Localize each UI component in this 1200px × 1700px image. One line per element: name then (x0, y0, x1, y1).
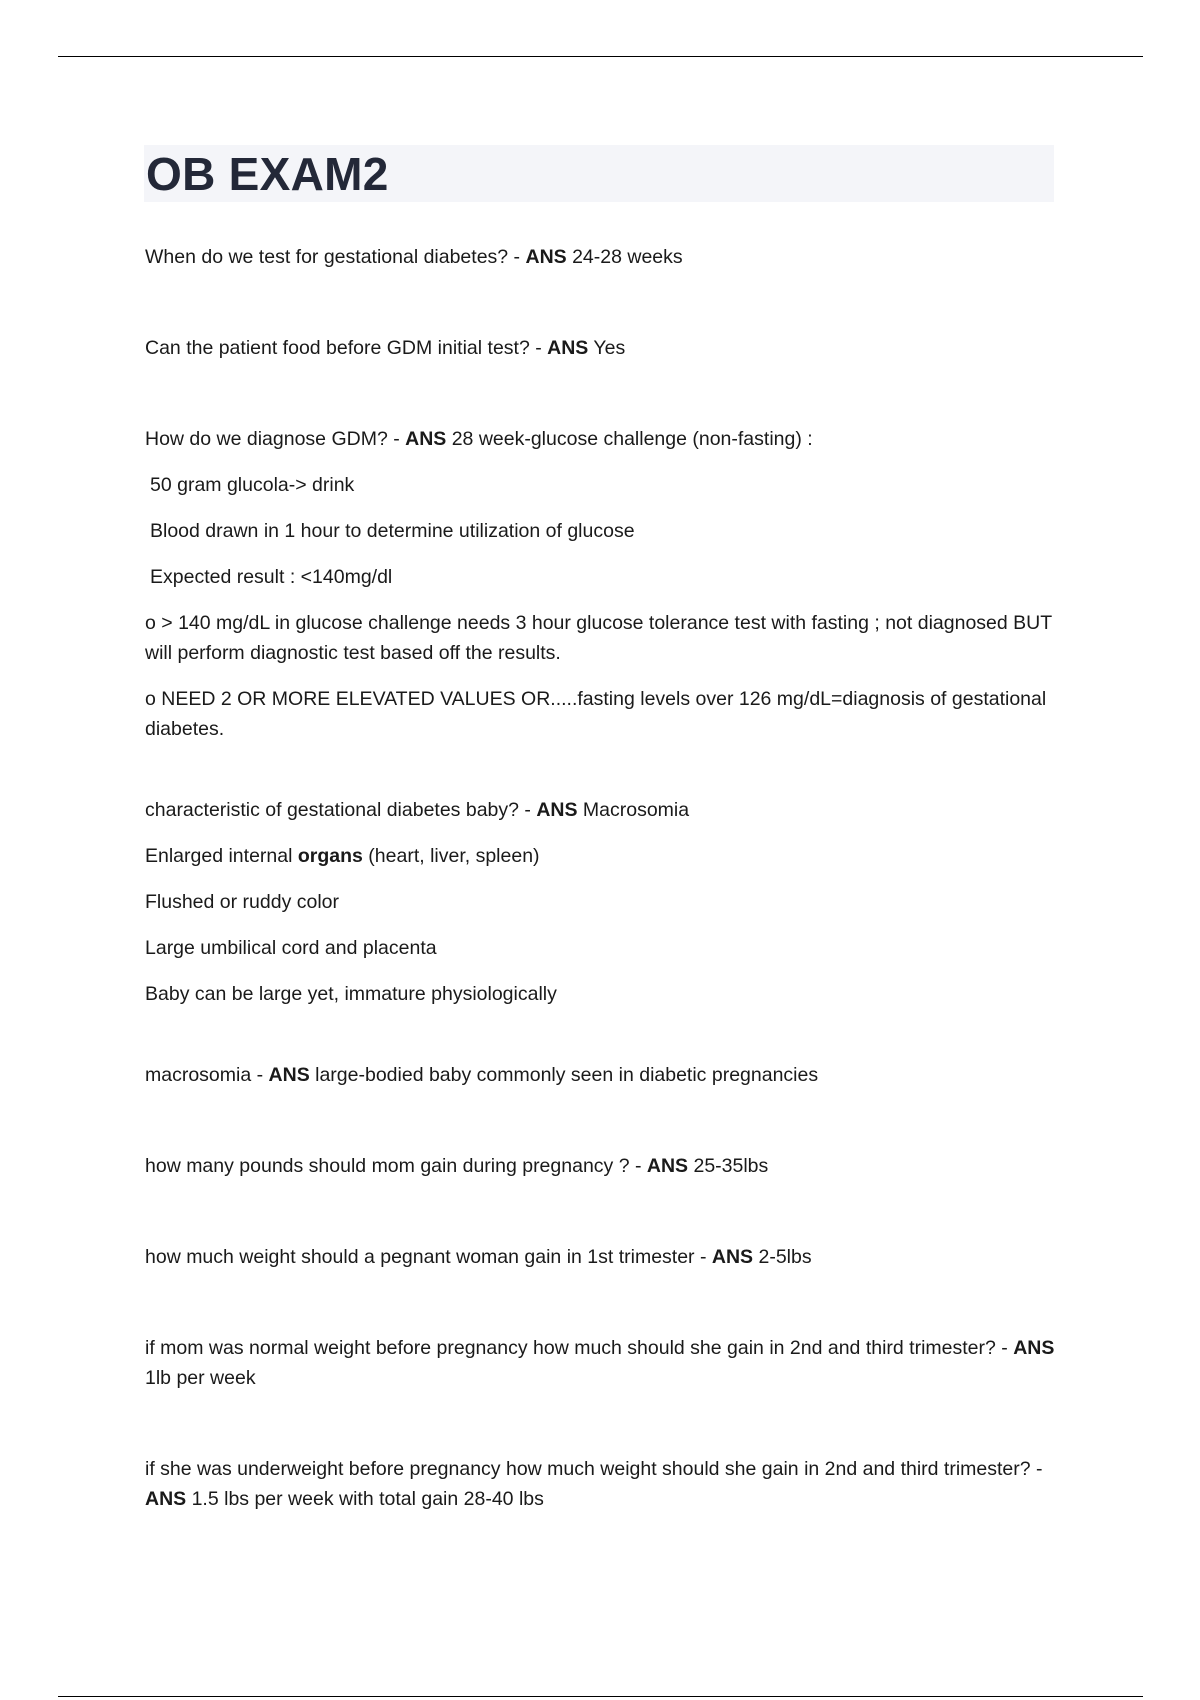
question-text: if mom was normal weight before pregnancy how much should she gain in 2nd and third trimester? - (145, 1337, 1014, 1359)
ans-label: ANS (405, 428, 447, 450)
detail-bold-text: organs (297, 845, 363, 867)
ans-label: ANS (1013, 1337, 1055, 1359)
detail-line: Baby can be large yet, immature physiologically (145, 983, 557, 1005)
answer-text: 1lb per week (145, 1367, 256, 1389)
question-text: How do we diagnose GDM? - (145, 428, 406, 450)
detail-text: Enlarged internal (145, 845, 298, 867)
detail-line: Expected result : <140mg/dl (150, 566, 393, 588)
detail-line: Large umbilical cord and placenta (145, 937, 437, 959)
answer-text: Yes (588, 337, 626, 359)
document-title: OB EXAM2 (146, 148, 389, 200)
detail-line: Blood drawn in 1 hour to determine utilization of glucose (150, 520, 635, 542)
answer-text: large-bodied baby commonly seen in diabetic pregnancies (309, 1064, 819, 1086)
question-text: macrosomia - (145, 1064, 269, 1086)
answer-text: 24-28 weeks (566, 246, 683, 268)
question-text: Can the patient food before GDM initial test? - (145, 337, 548, 359)
detail-line: o > 140 mg/dL in glucose challenge needs 3 hour glucose tolerance test with fasting ; not diagnosed BUT will perform diagnostic test based off the results. (145, 612, 1052, 664)
detail-text: (heart, liver, spleen) (362, 845, 540, 867)
question-text: how many pounds should mom gain during pregnancy ? - (145, 1155, 647, 1177)
qa-item (145, 1333, 1060, 1393)
answer-text: 2-5lbs (753, 1246, 812, 1268)
detail-line (145, 841, 1060, 871)
detail-line: 50 gram glucola-> drink (150, 474, 355, 496)
detail-line: Flushed or ruddy color (145, 891, 340, 913)
ans-label: ANS (536, 799, 578, 821)
document-body (145, 242, 1060, 1514)
qa-item (145, 424, 1060, 744)
qa-item (145, 1151, 1060, 1181)
ans-label: ANS (547, 337, 589, 359)
question-text: how much weight should a pegnant woman gain in 1st trimester - (145, 1246, 712, 1268)
question-text: characteristic of gestational diabetes baby? - (145, 799, 537, 821)
ans-label: ANS (145, 1488, 187, 1510)
question-text: When do we test for gestational diabetes? - (145, 246, 526, 268)
ans-label: ANS (711, 1246, 754, 1268)
qa-question-line (145, 795, 1060, 825)
bottom-rule (58, 1696, 1143, 1697)
answer-text: 28 week-glucose challenge (non-fasting) : (446, 428, 813, 450)
qa-item (145, 1454, 1060, 1514)
qa-item (145, 1242, 1060, 1272)
qa-item (145, 1060, 1060, 1090)
qa-item (145, 242, 1060, 272)
question-text: if she was underweight before pregnancy how much weight should she gain in 2nd and third trimester? - (145, 1458, 1043, 1480)
qa-item (145, 795, 1060, 1009)
answer-text: Macrosomia (577, 799, 690, 821)
qa-question-line (145, 424, 1060, 454)
ans-label: ANS (646, 1155, 689, 1177)
answer-text: 25-35lbs (688, 1155, 769, 1177)
qa-item (145, 333, 1060, 363)
ans-label: ANS (525, 246, 567, 268)
top-rule (58, 56, 1143, 57)
answer-text: 1.5 lbs per week with total gain 28-40 lbs (186, 1488, 544, 1510)
detail-line: o NEED 2 OR MORE ELEVATED VALUES OR.....fasting levels over 126 mg/dL=diagnosis of gestational diabetes. (145, 688, 1047, 740)
ans-label: ANS (268, 1064, 310, 1086)
